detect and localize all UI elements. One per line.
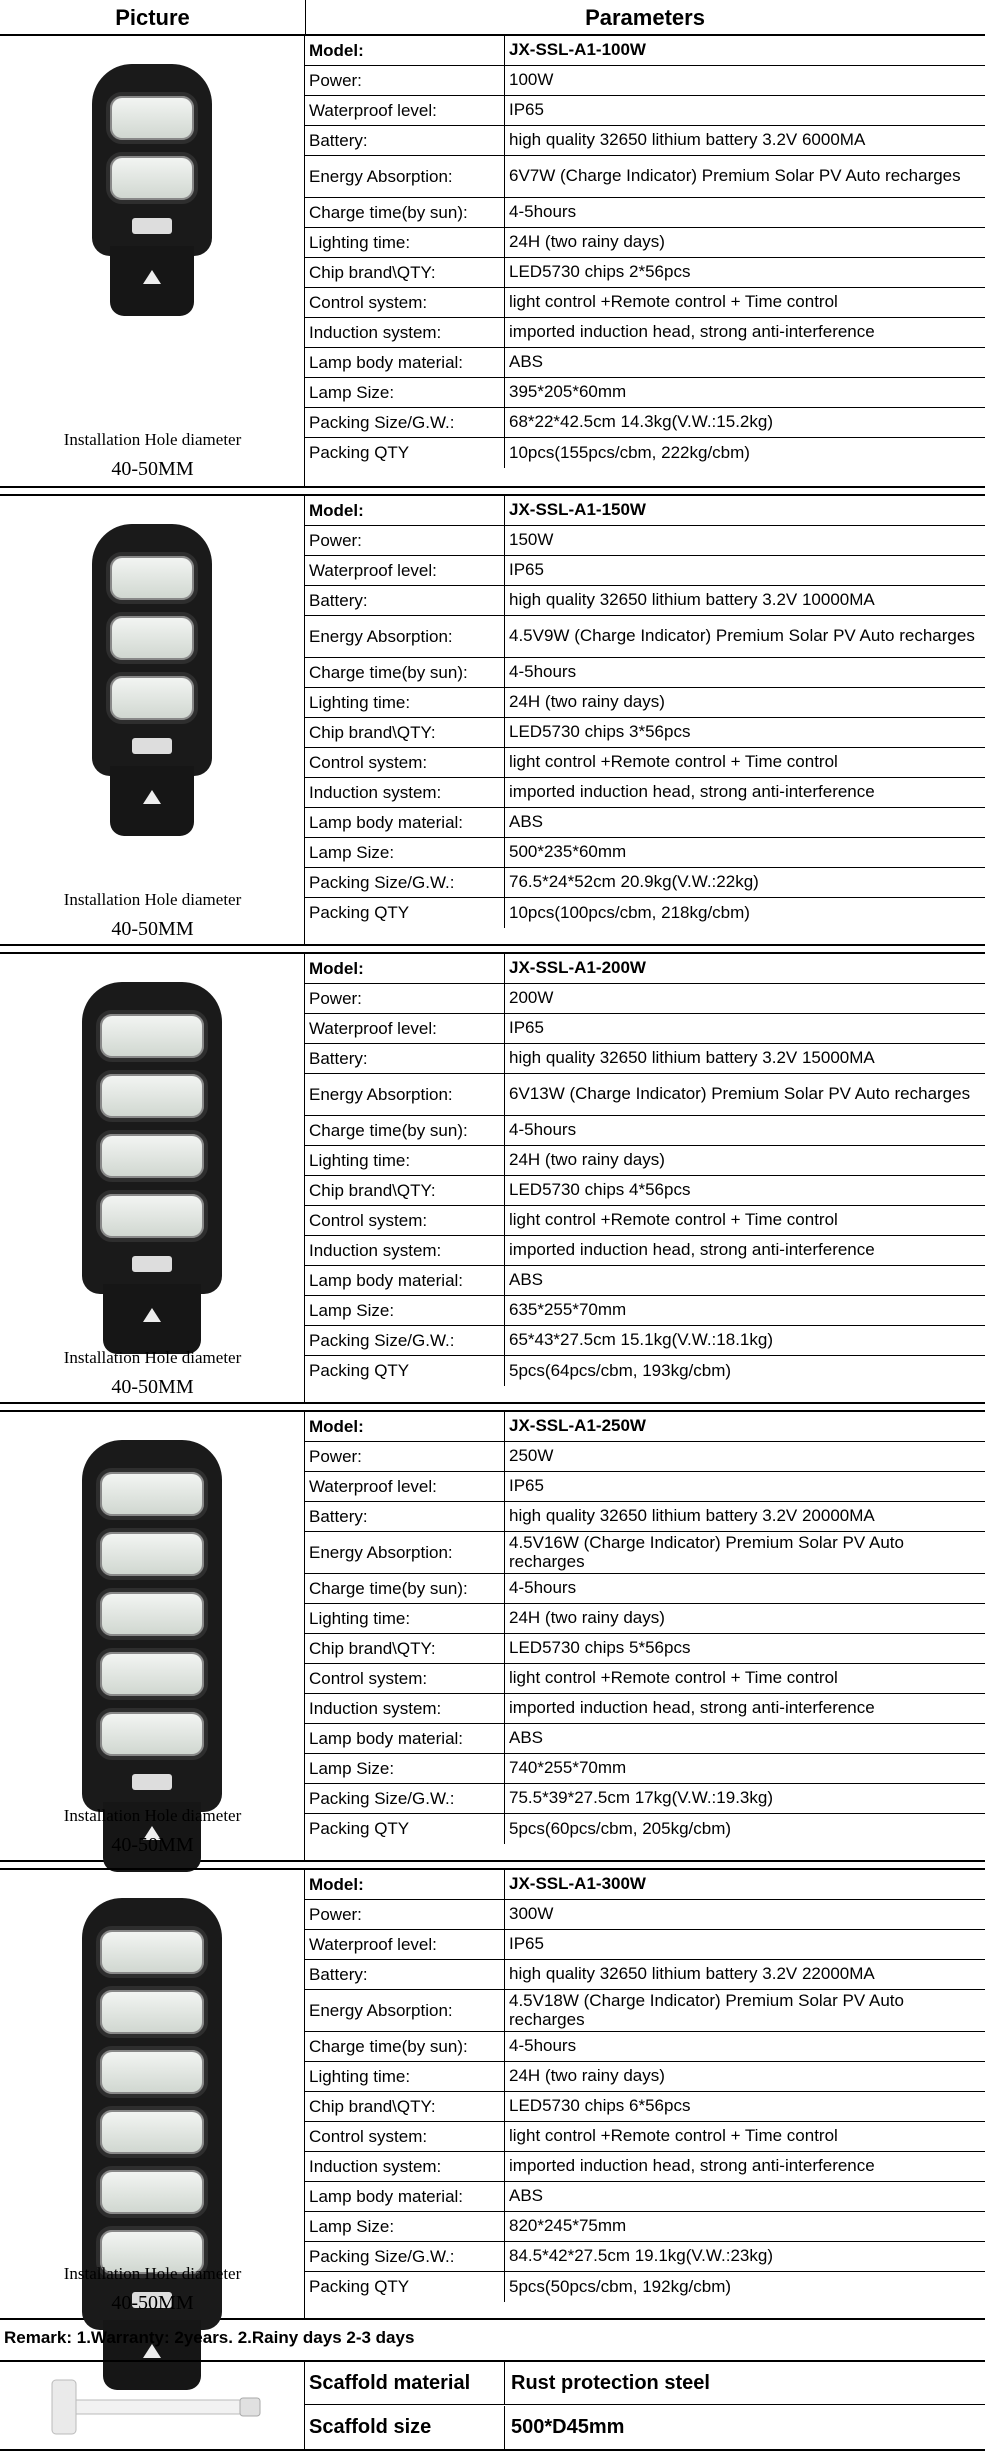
lamp-neck <box>103 1284 201 1354</box>
parameter-value: 24H (two rainy days) <box>509 692 665 712</box>
table-row <box>305 556 985 586</box>
parameter-label: Packing QTY <box>305 1356 505 1386</box>
led-module <box>96 1648 208 1700</box>
table-row <box>305 718 985 748</box>
parameter-label: Waterproof level: <box>305 1014 505 1043</box>
parameter-value: JX-SSL-A1-150W <box>509 500 646 520</box>
table-row <box>305 96 985 126</box>
parameter-value: ABS <box>509 1270 544 1290</box>
parameter-label: Packing Size/G.W.: <box>305 408 505 437</box>
led-module <box>106 552 198 604</box>
street-lamp-image <box>82 982 222 1294</box>
parameter-label: Induction system: <box>305 318 505 347</box>
parameter-label: Power: <box>305 984 505 1013</box>
hole-diameter-caption: 40-50MM <box>111 1376 194 1398</box>
table-row <box>305 984 985 1014</box>
parameter-value: IP65 <box>509 100 544 120</box>
parameter-label: Induction system: <box>305 1236 505 1265</box>
parameter-label: Lamp Size: <box>305 2212 505 2241</box>
parameter-label: Chip brand\QTY: <box>305 718 505 747</box>
parameter-label: Battery: <box>305 126 505 155</box>
parameter-value: 740*255*70mm <box>509 1758 627 1778</box>
parameter-value: 200W <box>509 988 554 1008</box>
product-block <box>0 1868 985 2320</box>
lamp-neck <box>110 246 194 316</box>
parameter-value: 4-5hours <box>509 1120 577 1140</box>
parameter-label: Lamp Size: <box>305 1754 505 1783</box>
table-row <box>305 126 985 156</box>
led-module <box>96 1010 208 1062</box>
parameter-label: Power: <box>305 526 505 555</box>
parameter-value: 24H (two rainy days) <box>509 1150 665 1170</box>
parameter-value: 4-5hours <box>509 1578 577 1598</box>
installation-caption: Installation Hole diameter <box>63 430 242 449</box>
parameter-value: 76.5*24*52cm 20.9kg(V.W.:22kg) <box>509 872 759 892</box>
parameter-label: Packing QTY <box>305 1814 505 1844</box>
sensor-icon <box>132 1774 172 1790</box>
parameter-value: 5pcs(60pcs/cbm, 205kg/cbm) <box>509 1818 732 1838</box>
parameter-value: imported induction head, strong anti-interference <box>509 782 875 802</box>
parameter-label: Chip brand\QTY: <box>305 258 505 287</box>
led-module <box>106 672 198 724</box>
table-row <box>305 1990 985 2032</box>
table-row <box>305 1116 985 1146</box>
table-row <box>305 1664 985 1694</box>
parameters-column-header: Parameters <box>585 5 705 30</box>
parameter-value: LED5730 chips 6*56pcs <box>509 2096 691 2116</box>
led-module <box>96 1190 208 1242</box>
parameter-value: ABS <box>509 1728 544 1748</box>
parameter-value: 5pcs(64pcs/cbm, 193kg/cbm) <box>509 1360 732 1380</box>
parameter-value: JX-SSL-A1-300W <box>509 1874 646 1894</box>
installation-caption: Installation Hole diameter <box>63 890 242 909</box>
street-lamp-image <box>92 524 212 776</box>
sensor-icon <box>132 738 172 754</box>
parameter-value: ABS <box>509 812 544 832</box>
parameter-label: Charge time(by sun): <box>305 198 505 227</box>
parameter-value: light control +Remote control + Time control <box>509 292 838 312</box>
parameter-value: 6V13W (Charge Indicator) Premium Solar PV Auto recharges <box>509 1084 971 1104</box>
mount-hole-icon <box>143 790 161 804</box>
product-block <box>0 494 985 946</box>
led-module <box>96 1130 208 1182</box>
parameter-label: Power: <box>305 1442 505 1471</box>
street-lamp-image <box>92 64 212 256</box>
parameter-label: Lamp body material: <box>305 348 505 377</box>
table-row <box>305 616 985 658</box>
table-row <box>305 1870 985 1900</box>
parameter-value: 635*255*70mm <box>509 1300 627 1320</box>
parameter-value: 84.5*42*27.5cm 19.1kg(V.W.:23kg) <box>509 2246 773 2266</box>
parameter-label: Chip brand\QTY: <box>305 2092 505 2121</box>
led-module <box>106 612 198 664</box>
parameter-label: Control system: <box>305 1664 505 1693</box>
table-row <box>305 868 985 898</box>
parameter-label: Lighting time: <box>305 2062 505 2091</box>
table-row <box>305 1694 985 1724</box>
led-module <box>96 1926 208 1978</box>
table-row <box>305 438 985 468</box>
led-module <box>96 1528 208 1580</box>
scaffold-bracket-image <box>0 2362 305 2449</box>
table-row <box>305 1326 985 1356</box>
table-row <box>305 1960 985 1990</box>
parameter-value: 10pcs(100pcs/cbm, 218kg/cbm) <box>509 902 750 922</box>
table-row <box>305 1784 985 1814</box>
table-row <box>305 778 985 808</box>
parameter-label: Energy Absorption: <box>305 156 505 197</box>
parameter-value: imported induction head, strong anti-interference <box>509 2156 875 2176</box>
parameter-label: Packing Size/G.W.: <box>305 1784 505 1813</box>
parameter-label: Model: <box>305 1412 505 1441</box>
table-row <box>305 658 985 688</box>
parameter-value: 250W <box>509 1446 554 1466</box>
table-row <box>305 1356 985 1386</box>
table-row <box>305 1900 985 1930</box>
table-row <box>305 2032 985 2062</box>
table-row <box>305 258 985 288</box>
parameter-label: Lamp body material: <box>305 1266 505 1295</box>
scaffold-size-row <box>305 2406 985 2449</box>
parameter-label: Waterproof level: <box>305 1930 505 1959</box>
remark-text: Remark: 1.Warranty: 2years. 2.Rainy days 2-3 days <box>4 2328 415 2347</box>
scaffold-picture <box>0 2362 305 2449</box>
parameter-value: JX-SSL-A1-100W <box>509 40 646 60</box>
led-module <box>96 1468 208 1520</box>
parameter-value: IP65 <box>509 560 544 580</box>
parameter-label: Battery: <box>305 1502 505 1531</box>
parameter-label: Energy Absorption: <box>305 1074 505 1115</box>
led-module <box>96 2046 208 2098</box>
parameter-label: Packing QTY <box>305 898 505 928</box>
parameter-value: 24H (two rainy days) <box>509 2066 665 2086</box>
mount-hole-icon <box>143 270 161 284</box>
product-picture <box>0 1870 305 2318</box>
parameter-label: Waterproof level: <box>305 556 505 585</box>
parameter-label: Power: <box>305 66 505 95</box>
table-row <box>305 748 985 778</box>
table-row <box>305 1014 985 1044</box>
parameter-value: IP65 <box>509 1018 544 1038</box>
parameter-label: Model: <box>305 954 505 983</box>
sensor-icon <box>132 1256 172 1272</box>
product-block <box>0 1410 985 1862</box>
parameter-label: Charge time(by sun): <box>305 1116 505 1145</box>
parameter-value: 6V7W (Charge Indicator) Premium Solar PV Auto recharges <box>509 166 961 186</box>
table-row <box>305 1532 985 1574</box>
lamp-neck <box>110 766 194 836</box>
parameter-value: 300W <box>509 1904 554 1924</box>
parameter-value: 150W <box>509 530 554 550</box>
parameter-value: 4.5V16W (Charge Indicator) Premium Solar PV Auto recharges <box>509 1532 904 1571</box>
installation-caption: Installation Hole diameter <box>63 2264 242 2283</box>
parameter-label: Battery: <box>305 1044 505 1073</box>
parameter-label: Waterproof level: <box>305 96 505 125</box>
table-row <box>305 1236 985 1266</box>
parameter-label: Lamp body material: <box>305 808 505 837</box>
table-row <box>305 838 985 868</box>
parameter-label: Power: <box>305 1900 505 1929</box>
table-row <box>305 1176 985 1206</box>
table-row <box>305 688 985 718</box>
parameter-label: Chip brand\QTY: <box>305 1176 505 1205</box>
product-block <box>0 952 985 1404</box>
scaffold-block <box>0 2360 985 2451</box>
parameter-label: Energy Absorption: <box>305 1532 505 1573</box>
parameter-value: 820*245*75mm <box>509 2216 627 2236</box>
scaffold-material-value: Rust protection steel <box>511 2371 710 2394</box>
parameter-label: Lamp Size: <box>305 378 505 407</box>
table-row <box>305 808 985 838</box>
parameter-value: 4-5hours <box>509 2036 577 2056</box>
mount-hole-icon <box>143 1308 161 1322</box>
table-row <box>305 954 985 984</box>
table-row <box>305 1074 985 1116</box>
led-module <box>106 152 198 204</box>
parameter-value: 4.5V9W (Charge Indicator) Premium Solar PV Auto recharges <box>509 626 975 646</box>
parameter-value: high quality 32650 lithium battery 3.2V 6000MA <box>509 130 866 150</box>
table-row <box>305 378 985 408</box>
product-picture <box>0 36 305 486</box>
parameter-label: Chip brand\QTY: <box>305 1634 505 1663</box>
parameter-value: LED5730 chips 5*56pcs <box>509 1638 691 1658</box>
parameter-value: 4.5V18W (Charge Indicator) Premium Solar PV Auto recharges <box>509 1990 904 2029</box>
parameter-label: Battery: <box>305 1960 505 1989</box>
parameter-label: Packing Size/G.W.: <box>305 868 505 897</box>
table-row <box>305 898 985 928</box>
parameter-value: IP65 <box>509 1476 544 1496</box>
table-row <box>305 288 985 318</box>
parameter-value: light control +Remote control + Time control <box>509 1668 838 1688</box>
table-row <box>305 198 985 228</box>
table-row <box>305 2272 985 2302</box>
table-row <box>305 526 985 556</box>
product-picture <box>0 1412 305 1860</box>
parameter-label: Energy Absorption: <box>305 616 505 657</box>
parameter-label: Packing Size/G.W.: <box>305 2242 505 2271</box>
parameter-label: Control system: <box>305 1206 505 1235</box>
led-module <box>96 2106 208 2158</box>
parameter-value: high quality 32650 lithium battery 3.2V 15000MA <box>509 1048 875 1068</box>
table-row <box>305 496 985 526</box>
parameter-value: high quality 32650 lithium battery 3.2V 20000MA <box>509 1506 875 1526</box>
hole-diameter-caption: 40-50MM <box>111 2292 194 2314</box>
led-module <box>106 92 198 144</box>
parameter-value: imported induction head, strong anti-interference <box>509 322 875 342</box>
parameter-value: 24H (two rainy days) <box>509 1608 665 1628</box>
parameter-label: Induction system: <box>305 1694 505 1723</box>
parameter-value: 24H (two rainy days) <box>509 232 665 252</box>
parameter-value: 10pcs(155pcs/cbm, 222kg/cbm) <box>509 442 750 462</box>
parameter-label: Lamp Size: <box>305 838 505 867</box>
table-row <box>305 1754 985 1784</box>
parameter-value: 4-5hours <box>509 202 577 222</box>
parameter-label: Control system: <box>305 288 505 317</box>
parameter-value: LED5730 chips 4*56pcs <box>509 1180 691 1200</box>
table-row <box>305 1930 985 1960</box>
parameter-label: Lighting time: <box>305 228 505 257</box>
parameter-value: JX-SSL-A1-250W <box>509 1416 646 1436</box>
table-row <box>305 586 985 616</box>
parameter-table <box>305 1412 985 1844</box>
parameter-value: high quality 32650 lithium battery 3.2V 22000MA <box>509 1964 875 1984</box>
table-row <box>305 36 985 66</box>
parameter-value: imported induction head, strong anti-interference <box>509 1240 875 1260</box>
parameter-label: Model: <box>305 496 505 525</box>
parameter-label: Model: <box>305 36 505 65</box>
parameter-value: 68*22*42.5cm 14.3kg(V.W.:15.2kg) <box>509 412 773 432</box>
sensor-icon <box>132 218 172 234</box>
product-picture <box>0 954 305 1402</box>
parameter-value: 4-5hours <box>509 662 577 682</box>
table-row <box>305 2122 985 2152</box>
scaffold-size-label: Scaffold size <box>305 2406 505 2449</box>
parameter-table <box>305 496 985 928</box>
table-row <box>305 1814 985 1844</box>
hole-diameter-caption: 40-50MM <box>111 918 194 940</box>
parameter-label: Control system: <box>305 2122 505 2151</box>
parameter-label: Lighting time: <box>305 1604 505 1633</box>
parameter-value: light control +Remote control + Time control <box>509 1210 838 1230</box>
parameter-label: Lamp body material: <box>305 2182 505 2211</box>
table-row <box>305 2182 985 2212</box>
table-row <box>305 348 985 378</box>
parameter-label: Lamp body material: <box>305 1724 505 1753</box>
table-row <box>305 2152 985 2182</box>
table-row <box>305 318 985 348</box>
parameter-label: Energy Absorption: <box>305 1990 505 2031</box>
picture-column-header: Picture <box>0 0 306 36</box>
parameter-label: Induction system: <box>305 2152 505 2181</box>
parameter-label: Model: <box>305 1870 505 1899</box>
parameter-label: Lighting time: <box>305 688 505 717</box>
parameter-label: Charge time(by sun): <box>305 1574 505 1603</box>
parameter-label: Packing Size/G.W.: <box>305 1326 505 1355</box>
table-row <box>305 2212 985 2242</box>
parameter-value: 75.5*39*27.5cm 17kg(V.W.:19.3kg) <box>509 1788 773 1808</box>
scaffold-material-label: Scaffold material <box>305 2362 505 2404</box>
parameter-value: IP65 <box>509 1934 544 1954</box>
installation-caption: Installation Hole diameter <box>63 1348 242 1367</box>
parameter-value: light control +Remote control + Time control <box>509 752 838 772</box>
parameter-table <box>305 36 985 468</box>
product-block <box>0 36 985 488</box>
led-module <box>96 1588 208 1640</box>
parameter-value: 5pcs(50pcs/cbm, 192kg/cbm) <box>509 2276 732 2296</box>
parameter-label: Lamp Size: <box>305 1296 505 1325</box>
table-row <box>305 156 985 198</box>
table-row <box>305 2242 985 2272</box>
table-row <box>305 2062 985 2092</box>
hole-diameter-caption: 40-50MM <box>111 458 194 480</box>
table-row <box>305 408 985 438</box>
parameter-value: 395*205*60mm <box>509 382 627 402</box>
table-row <box>305 1296 985 1326</box>
installation-caption: Installation Hole diameter <box>63 1806 242 1825</box>
parameter-label: Packing QTY <box>305 2272 505 2302</box>
parameter-value: 65*43*27.5cm 15.1kg(V.W.:18.1kg) <box>509 1330 773 1350</box>
parameter-value: 100W <box>509 70 554 90</box>
parameter-label: Packing QTY <box>305 438 505 468</box>
table-row <box>305 1412 985 1442</box>
table-row <box>305 1574 985 1604</box>
parameter-value: imported induction head, strong anti-interference <box>509 1698 875 1718</box>
table-row <box>305 1724 985 1754</box>
parameter-label: Battery: <box>305 586 505 615</box>
street-lamp-image <box>82 1440 222 1812</box>
table-row <box>305 1044 985 1074</box>
scaffold-size-value: 500*D45mm <box>511 2416 625 2438</box>
parameter-value: high quality 32650 lithium battery 3.2V 10000MA <box>509 590 875 610</box>
table-row <box>305 228 985 258</box>
hole-diameter-caption: 40-50MM <box>111 1834 194 1856</box>
led-module <box>96 2166 208 2218</box>
table-row <box>305 1206 985 1236</box>
parameter-value: LED5730 chips 2*56pcs <box>509 262 691 282</box>
table-row <box>305 1634 985 1664</box>
led-module <box>96 1708 208 1760</box>
scaffold-material-row <box>305 2362 985 2405</box>
parameter-value: ABS <box>509 352 544 372</box>
parameter-value: ABS <box>509 2186 544 2206</box>
parameter-label: Waterproof level: <box>305 1472 505 1501</box>
led-module <box>96 1070 208 1122</box>
parameter-label: Charge time(by sun): <box>305 2032 505 2061</box>
parameter-label: Induction system: <box>305 778 505 807</box>
parameter-label: Lighting time: <box>305 1146 505 1175</box>
parameter-label: Control system: <box>305 748 505 777</box>
product-picture <box>0 496 305 944</box>
table-row <box>305 1266 985 1296</box>
table-row <box>305 1502 985 1532</box>
parameter-value: light control +Remote control + Time control <box>509 2126 838 2146</box>
parameter-table <box>305 1870 985 2302</box>
table-row <box>305 1604 985 1634</box>
table-row <box>305 2092 985 2122</box>
table-row <box>305 66 985 96</box>
parameter-table <box>305 954 985 1386</box>
table-row <box>305 1442 985 1472</box>
led-module <box>96 1986 208 2038</box>
parameter-value: 500*235*60mm <box>509 842 627 862</box>
table-row <box>305 1472 985 1502</box>
parameter-value: JX-SSL-A1-200W <box>509 958 646 978</box>
table-row <box>305 1146 985 1176</box>
table-header <box>0 0 985 36</box>
parameter-value: LED5730 chips 3*56pcs <box>509 722 691 742</box>
parameter-label: Charge time(by sun): <box>305 658 505 687</box>
